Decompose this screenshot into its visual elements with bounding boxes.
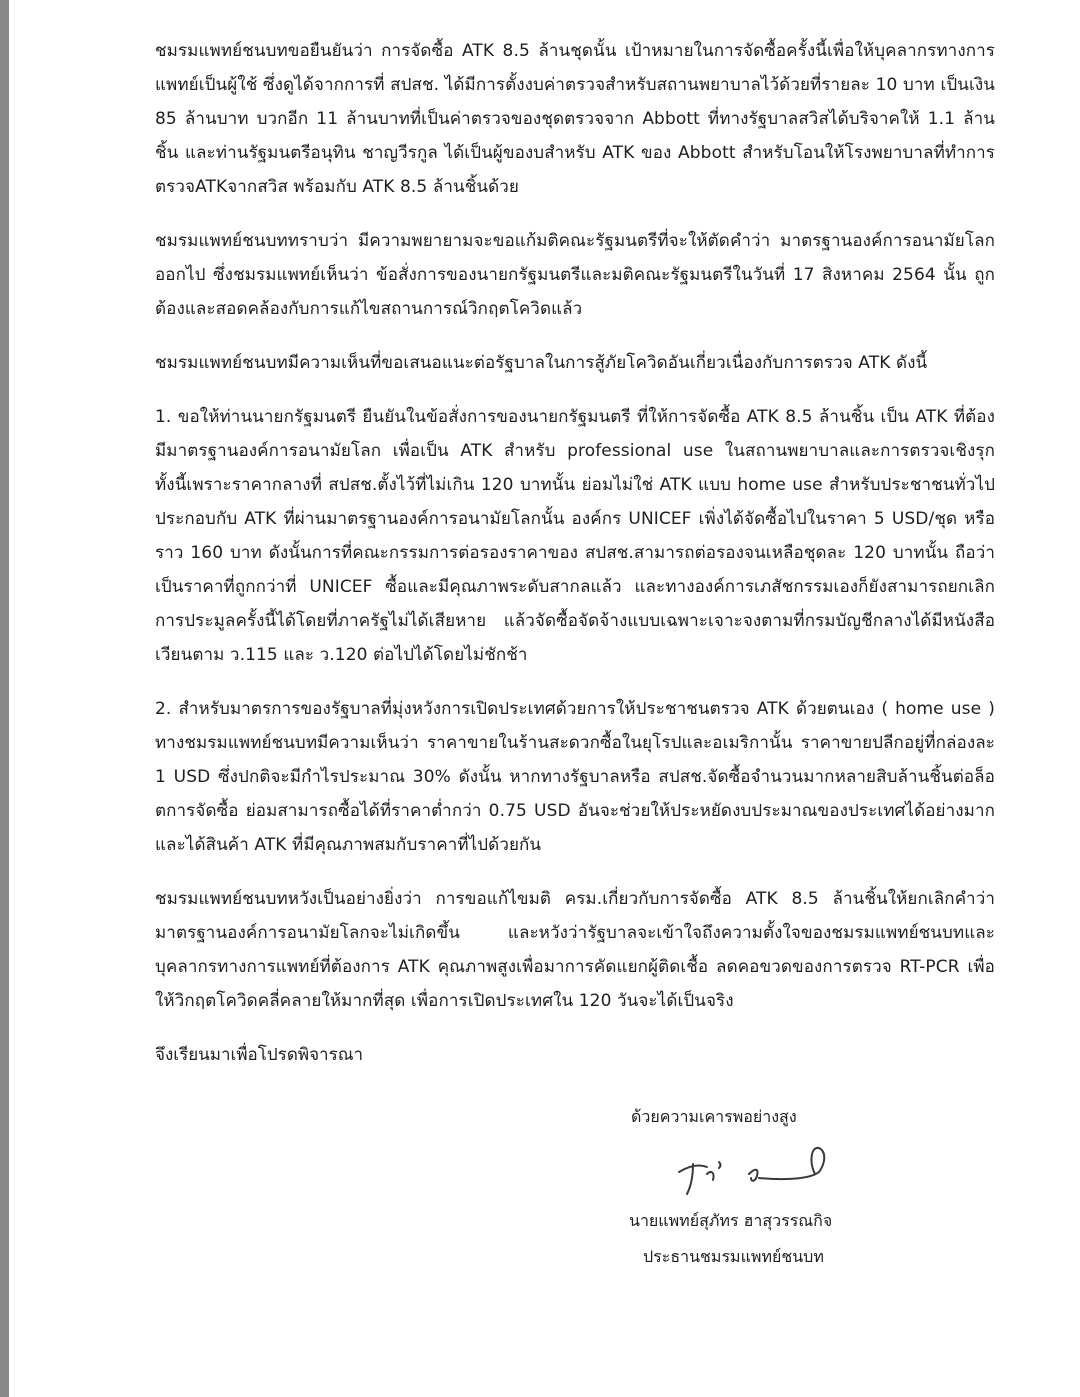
signer-title: ประธานชมรมแพทย์ชนบท (643, 1247, 824, 1266)
paragraph-atk-purpose: ชมรมแพทย์ชนบทขอยืนยันว่า การจัดซื้อ ATK 8.5 ล้านชุดนั้น เป้าหมายในการจัดซื้อครั้งนี้เพื่อให้บุคลากรทางการแพทย์เป็นผู้ใช้ ซึ่งดูได้จากการที่ สปสช. ได้มีการตั้งงบค่าตรวจสำหรับสถานพยาบาลไว้ด้วยที่รายละ 10 บาท เป็นเงิน 85 ล้านบาท บวกอีก 11 ล้านบาทที่เป็นค่าตรวจของชุดตรวจจาก Abbott ที่ทางรัฐบาลสวิสได้บริจาคให้ 1.1 ล้านชิ้น และท่านรัฐมนตรีอนุทิน ชาญวีรกูล ได้เป็นผู้ของบสำหรับ ATK ของ Abbott สำหรับโอนให้โรงพยาบาลที่ทำการตรวจATKจากสวิส พร้อมกับ ATK 8.5 ล้านชิ้นด้วย (155, 41, 995, 197)
window-left-edge (0, 0, 9, 1397)
paragraph-conclusion: ชมรมแพทย์ชนบทหวังเป็นอย่างยิ่งว่า การขอแก้ไขมติ ครม.เกี่ยวกับการจัดซื้อ ATK 8.5 ล้านชิ้นให้ยกเลิกคำว่ามาตรฐานองค์การอนามัยโลกจะไม่เกิดขึ้น และหวังว่ารัฐบาลจะเข้าใจถึงความตั้งใจของชมรมแพทย์ชนบทและบุคลากรทางการแพทย์ที่ต้องการ ATK คุณภาพสูงเพื่อมาการคัดแยกผู้ติดเชื้อ ลดคอขวดของการตรวจ RT-PCR เพื่อให้วิกฤตโควิดคลี่คลายให้มากที่สุด เพื่อการเปิดประเทศใน 120 วันจะได้เป็นจริง (155, 889, 995, 1011)
paragraph-point-2: 2. สำหรับมาตรการของรัฐบาลที่มุ่งหวังการเปิดประเทศด้วยการให้ประชาชนตรวจ ATK ด้วยตนเอง ( home use ) ทางชมรมแพทย์ชนบทมีความเห็นว่า ราคาขายในร้านสะดวกซื้อในยุโรปและอเมริกานั้น ราคาขายปลีกอยู่ที่กล่องละ 1 USD ซึ่งปกติจะมีกำไรประมาณ 30% ดังนั้น หากทางรัฐบาลหรือ สปสช.จัดซื้อจำนวนมากหลายสิบล้านชิ้นต่อล็อตการจัดซื้อ ย่อมสามารถซื้อได้ที่ราคาต่ำกว่า 0.75 USD อันจะช่วยให้ประหยัดงบประมาณของประเทศได้อย่างมาก และได้สินค้า ATK ที่มีคุณภาพสมกับราคาที่ไปด้วยกัน (155, 699, 995, 855)
document-page (9, 0, 1080, 1397)
paragraph-who-standard: ชมรมแพทย์ชนบททราบว่า มีความพยายามจะขอแก้มติคณะรัฐมนตรีที่จะให้ตัดคำว่า มาตรฐานองค์การอนามัยโลกออกไป ซึ่งชมรมแพทย์เห็นว่า ข้อสั่งการของนายกรัฐมนตรีและมติคณะรัฐมนตรีในวันที่ 17 สิงหาคม 2564 นั้น ถูกต้องและสอดคล้องกับการแก้ไขสถานการณ์วิกฤตโควิดแล้ว (155, 231, 995, 319)
signer-name: นายแพทย์สุภัทร ฮาสุวรรณกิจ (629, 1211, 833, 1230)
paragraph-point-1: 1. ขอให้ท่านนายกรัฐมนตรี ยืนยันในข้อสั่งการของนายกรัฐมนตรี ที่ให้การจัดซื้อ ATK 8.5 ล้านชิ้น เป็น ATK ที่ต้องมีมาตรฐานองค์การอนามัยโลก เพื่อเป็น ATK สำหรับ professional use ในสถานพยาบาลและการตรวจเชิงรุก ทั้งนี้เพราะราคากลางที่ สปสช.ตั้งไว้ที่ไม่เกิน 120 บาทนั้น ย่อมไม่ใช่ ATK แบบ home use สำหรับประชาชนทั่วไป ประกอบกับ ATK ที่ผ่านมาตรฐานองค์การอนามัยโลกนั้น องค์กร UNICEF เพิ่งได้จัดซื้อไปในราคา 5 USD/ชุด หรือราว 160 บาท ดังนั้นการที่คณะกรรมการต่อรองราคาของ สปสช.สามารถต่อรองจนเหลือชุดละ 120 บาทนั้น ถือว่าเป็นราคาที่ถูกกว่าที่ UNICEF ซื้อและมีคุณภาพระดับสากลแล้ว และทางองค์การเภสัชกรรมเองก็ยังสามารถยกเลิกการประมูลครั้งนี้ได้โดยที่ภาครัฐไม่ได้เสียหาย แล้วจัดซื้อจัดจ้างแบบเฉพาะเจาะจงตามที่กรมบัญชีกลางได้มีหนังสือเวียนตาม ว.115 และ ว.120 ต่อไปได้โดยไม่ชักช้า (155, 407, 995, 665)
paragraph-recommendations-intro: ชมรมแพทย์ชนบทมีความเห็นที่ขอเสนอแนะต่อรัฐบาลในการสู้ภัยโควิดอันเกี่ยวเนื่องกับการตรวจ ATK ดังนี้ (155, 353, 928, 373)
handwritten-signature (659, 1134, 839, 1204)
closing-line: จึงเรียนมาเพื่อโปรดพิจารณา (155, 1045, 364, 1065)
letter-body (155, 34, 995, 1072)
regards-line: ด้วยความเคารพอย่างสูง (631, 1107, 797, 1126)
